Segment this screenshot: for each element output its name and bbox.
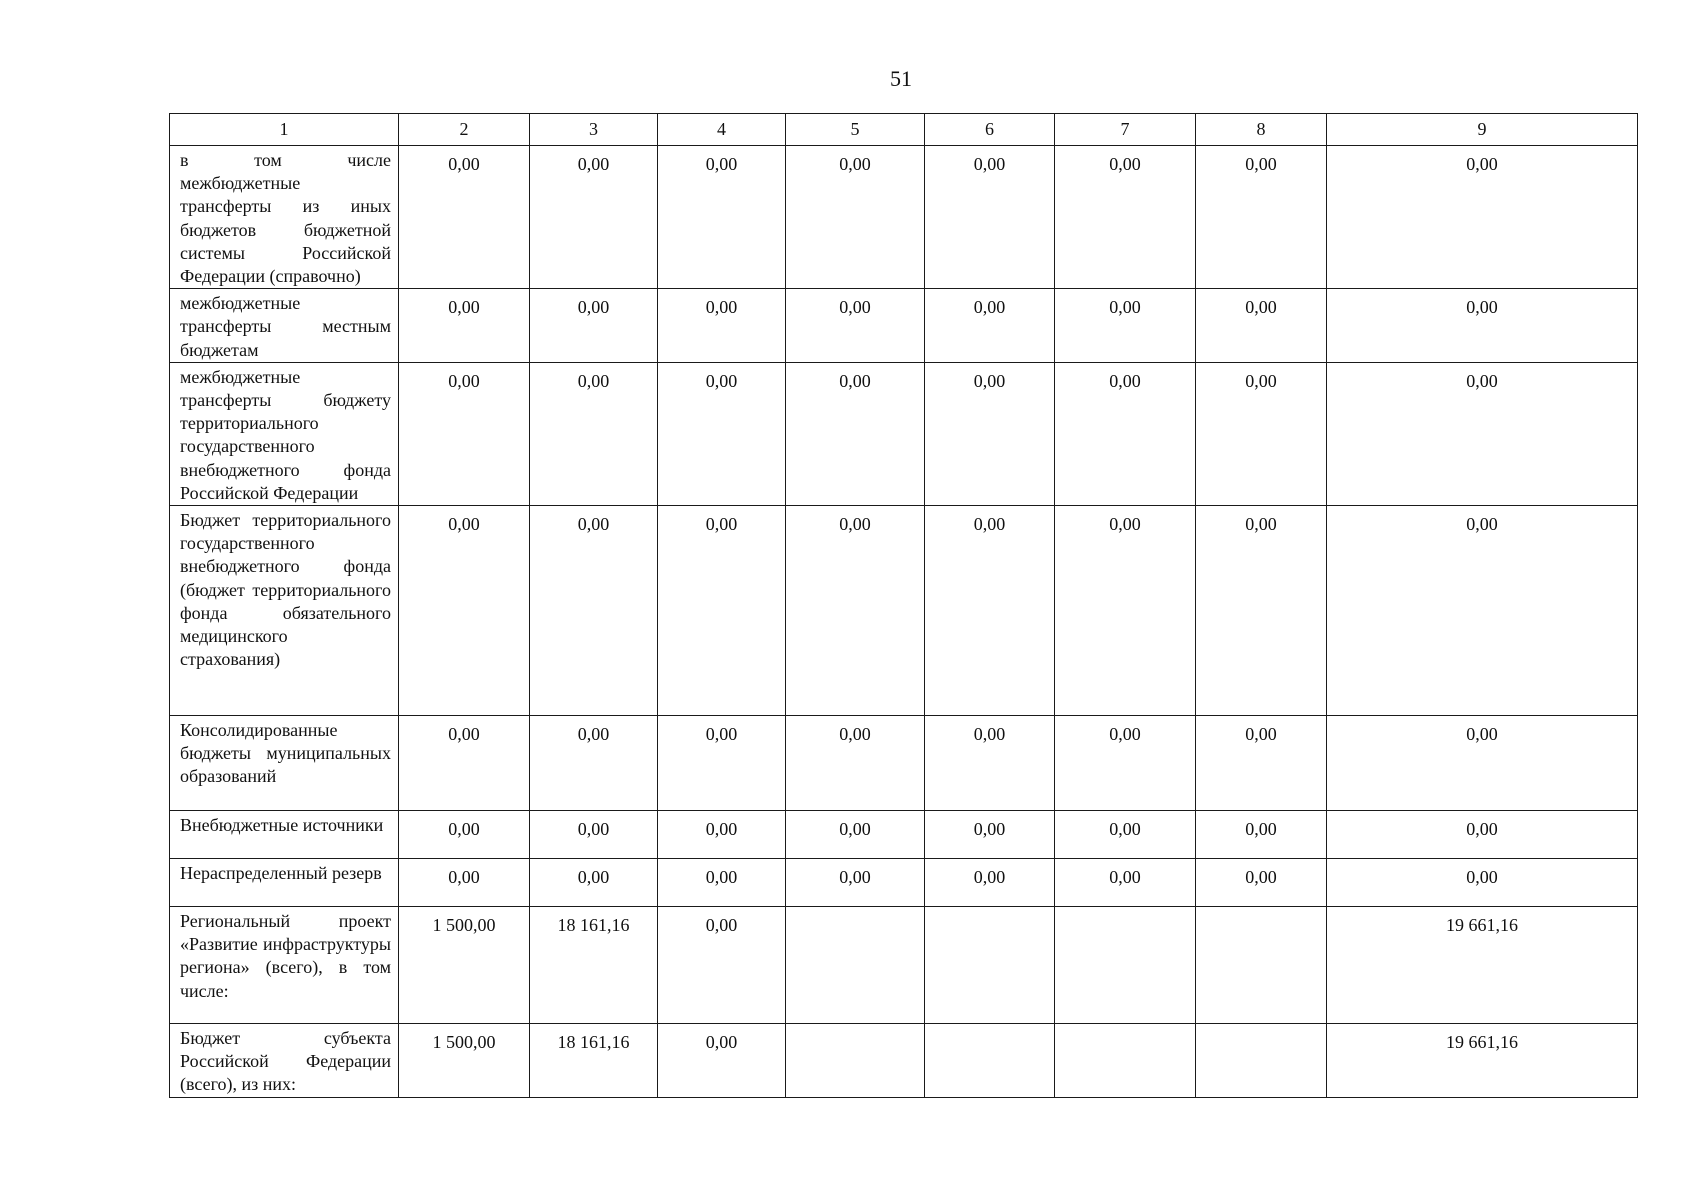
- cell-value: 0,00: [786, 811, 925, 859]
- cell-value: 0,00: [658, 362, 786, 505]
- cell-value: 0,00: [1055, 716, 1196, 811]
- cell-value: 0,00: [786, 506, 925, 716]
- cell-value: 0,00: [1327, 146, 1638, 289]
- cell-value: 0,00: [399, 716, 530, 811]
- cell-value: 0,00: [530, 859, 658, 907]
- cell-value: 0,00: [658, 716, 786, 811]
- cell-value: 1 500,00: [399, 1024, 530, 1098]
- cell-value: 0,00: [1196, 146, 1327, 289]
- row-label: Внебюджетные источники: [170, 811, 399, 859]
- table-row: [170, 1024, 1638, 1098]
- cell-value: 0,00: [1327, 811, 1638, 859]
- column-header: 8: [1196, 114, 1327, 146]
- cell-value: 0,00: [1196, 289, 1327, 363]
- table-row: [170, 811, 1638, 859]
- row-label: Бюджет субъекта Российской Федерации (всего), из них:: [170, 1024, 399, 1098]
- table-row: [170, 907, 1638, 1024]
- cell-value: 0,00: [1055, 859, 1196, 907]
- cell-value: 0,00: [658, 289, 786, 363]
- cell-value: 0,00: [925, 811, 1055, 859]
- page-number: 51: [890, 66, 912, 91]
- cell-value: 0,00: [1196, 859, 1327, 907]
- cell-value: 0,00: [399, 859, 530, 907]
- cell-value: 0,00: [530, 716, 658, 811]
- cell-value: 19 661,16: [1327, 907, 1638, 1024]
- cell-value: 0,00: [399, 506, 530, 716]
- cell-value: 0,00: [1055, 506, 1196, 716]
- cell-value: 0,00: [658, 907, 786, 1024]
- cell-value: [925, 1024, 1055, 1098]
- cell-value: 0,00: [1055, 289, 1196, 363]
- cell-value: 0,00: [1327, 289, 1638, 363]
- table-row: [170, 146, 1638, 289]
- cell-value: 0,00: [925, 716, 1055, 811]
- row-label: межбюджетные трансферты местным бюджетам: [170, 289, 399, 363]
- cell-value: 1 500,00: [399, 907, 530, 1024]
- cell-value: 0,00: [530, 811, 658, 859]
- table-row: [170, 716, 1638, 811]
- cell-value: [1055, 907, 1196, 1024]
- column-header: 7: [1055, 114, 1196, 146]
- cell-value: 0,00: [925, 859, 1055, 907]
- row-label: Консолидированные бюджеты муниципальных образований: [170, 716, 399, 811]
- column-header: 6: [925, 114, 1055, 146]
- cell-value: 0,00: [786, 362, 925, 505]
- table-row: [170, 362, 1638, 505]
- cell-value: 0,00: [925, 362, 1055, 505]
- row-label: Нераспределенный резерв: [170, 859, 399, 907]
- column-header: 1: [170, 114, 399, 146]
- cell-value: 0,00: [786, 859, 925, 907]
- cell-value: 0,00: [925, 146, 1055, 289]
- cell-value: 0,00: [1327, 506, 1638, 716]
- cell-value: 0,00: [658, 811, 786, 859]
- cell-value: 0,00: [786, 716, 925, 811]
- cell-value: 0,00: [399, 146, 530, 289]
- cell-value: 0,00: [1196, 811, 1327, 859]
- cell-value: 0,00: [1327, 362, 1638, 505]
- cell-value: 0,00: [1196, 362, 1327, 505]
- row-label: Бюджет территориального государственного внебюджетного фонда (бюджет территориального фонда обязательного медицинского страхования): [170, 506, 399, 716]
- cell-value: [786, 907, 925, 1024]
- cell-value: 0,00: [1055, 811, 1196, 859]
- cell-value: 0,00: [1055, 146, 1196, 289]
- row-label: Региональный проект «Развитие инфраструктуры региона» (всего), в том числе:: [170, 907, 399, 1024]
- cell-value: [1196, 907, 1327, 1024]
- cell-value: 0,00: [399, 289, 530, 363]
- cell-value: 0,00: [1196, 716, 1327, 811]
- cell-value: 0,00: [925, 289, 1055, 363]
- cell-value: 0,00: [658, 146, 786, 289]
- cell-value: 19 661,16: [1327, 1024, 1638, 1098]
- cell-value: 0,00: [530, 289, 658, 363]
- table-row: [170, 289, 1638, 363]
- cell-value: 0,00: [530, 506, 658, 716]
- cell-value: 0,00: [1327, 716, 1638, 811]
- cell-value: 0,00: [786, 289, 925, 363]
- cell-value: 18 161,16: [530, 1024, 658, 1098]
- row-label: в том числе межбюджетные трансферты из иных бюджетов бюджетной системы Российской Федерации (справочно): [170, 146, 399, 289]
- column-header: 4: [658, 114, 786, 146]
- cell-value: 0,00: [925, 506, 1055, 716]
- cell-value: [1055, 1024, 1196, 1098]
- cell-value: 0,00: [1055, 362, 1196, 505]
- column-header: 5: [786, 114, 925, 146]
- cell-value: 0,00: [399, 811, 530, 859]
- column-header: 2: [399, 114, 530, 146]
- cell-value: 0,00: [786, 146, 925, 289]
- cell-value: [1196, 1024, 1327, 1098]
- cell-value: 0,00: [1327, 859, 1638, 907]
- header-row: [170, 114, 1638, 146]
- cell-value: [786, 1024, 925, 1098]
- cell-value: 0,00: [1196, 506, 1327, 716]
- cell-value: [925, 907, 1055, 1024]
- budget-table: [169, 113, 1638, 1098]
- cell-value: 0,00: [658, 506, 786, 716]
- cell-value: 18 161,16: [530, 907, 658, 1024]
- cell-value: 0,00: [658, 859, 786, 907]
- cell-value: 0,00: [399, 362, 530, 505]
- column-header: 9: [1327, 114, 1638, 146]
- cell-value: 0,00: [658, 1024, 786, 1098]
- column-header: 3: [530, 114, 658, 146]
- row-label: межбюджетные трансферты бюджету территориального государственного внебюджетного фонда Российской Федерации: [170, 362, 399, 505]
- cell-value: 0,00: [530, 146, 658, 289]
- table-row: [170, 506, 1638, 716]
- table-row: [170, 859, 1638, 907]
- cell-value: 0,00: [530, 362, 658, 505]
